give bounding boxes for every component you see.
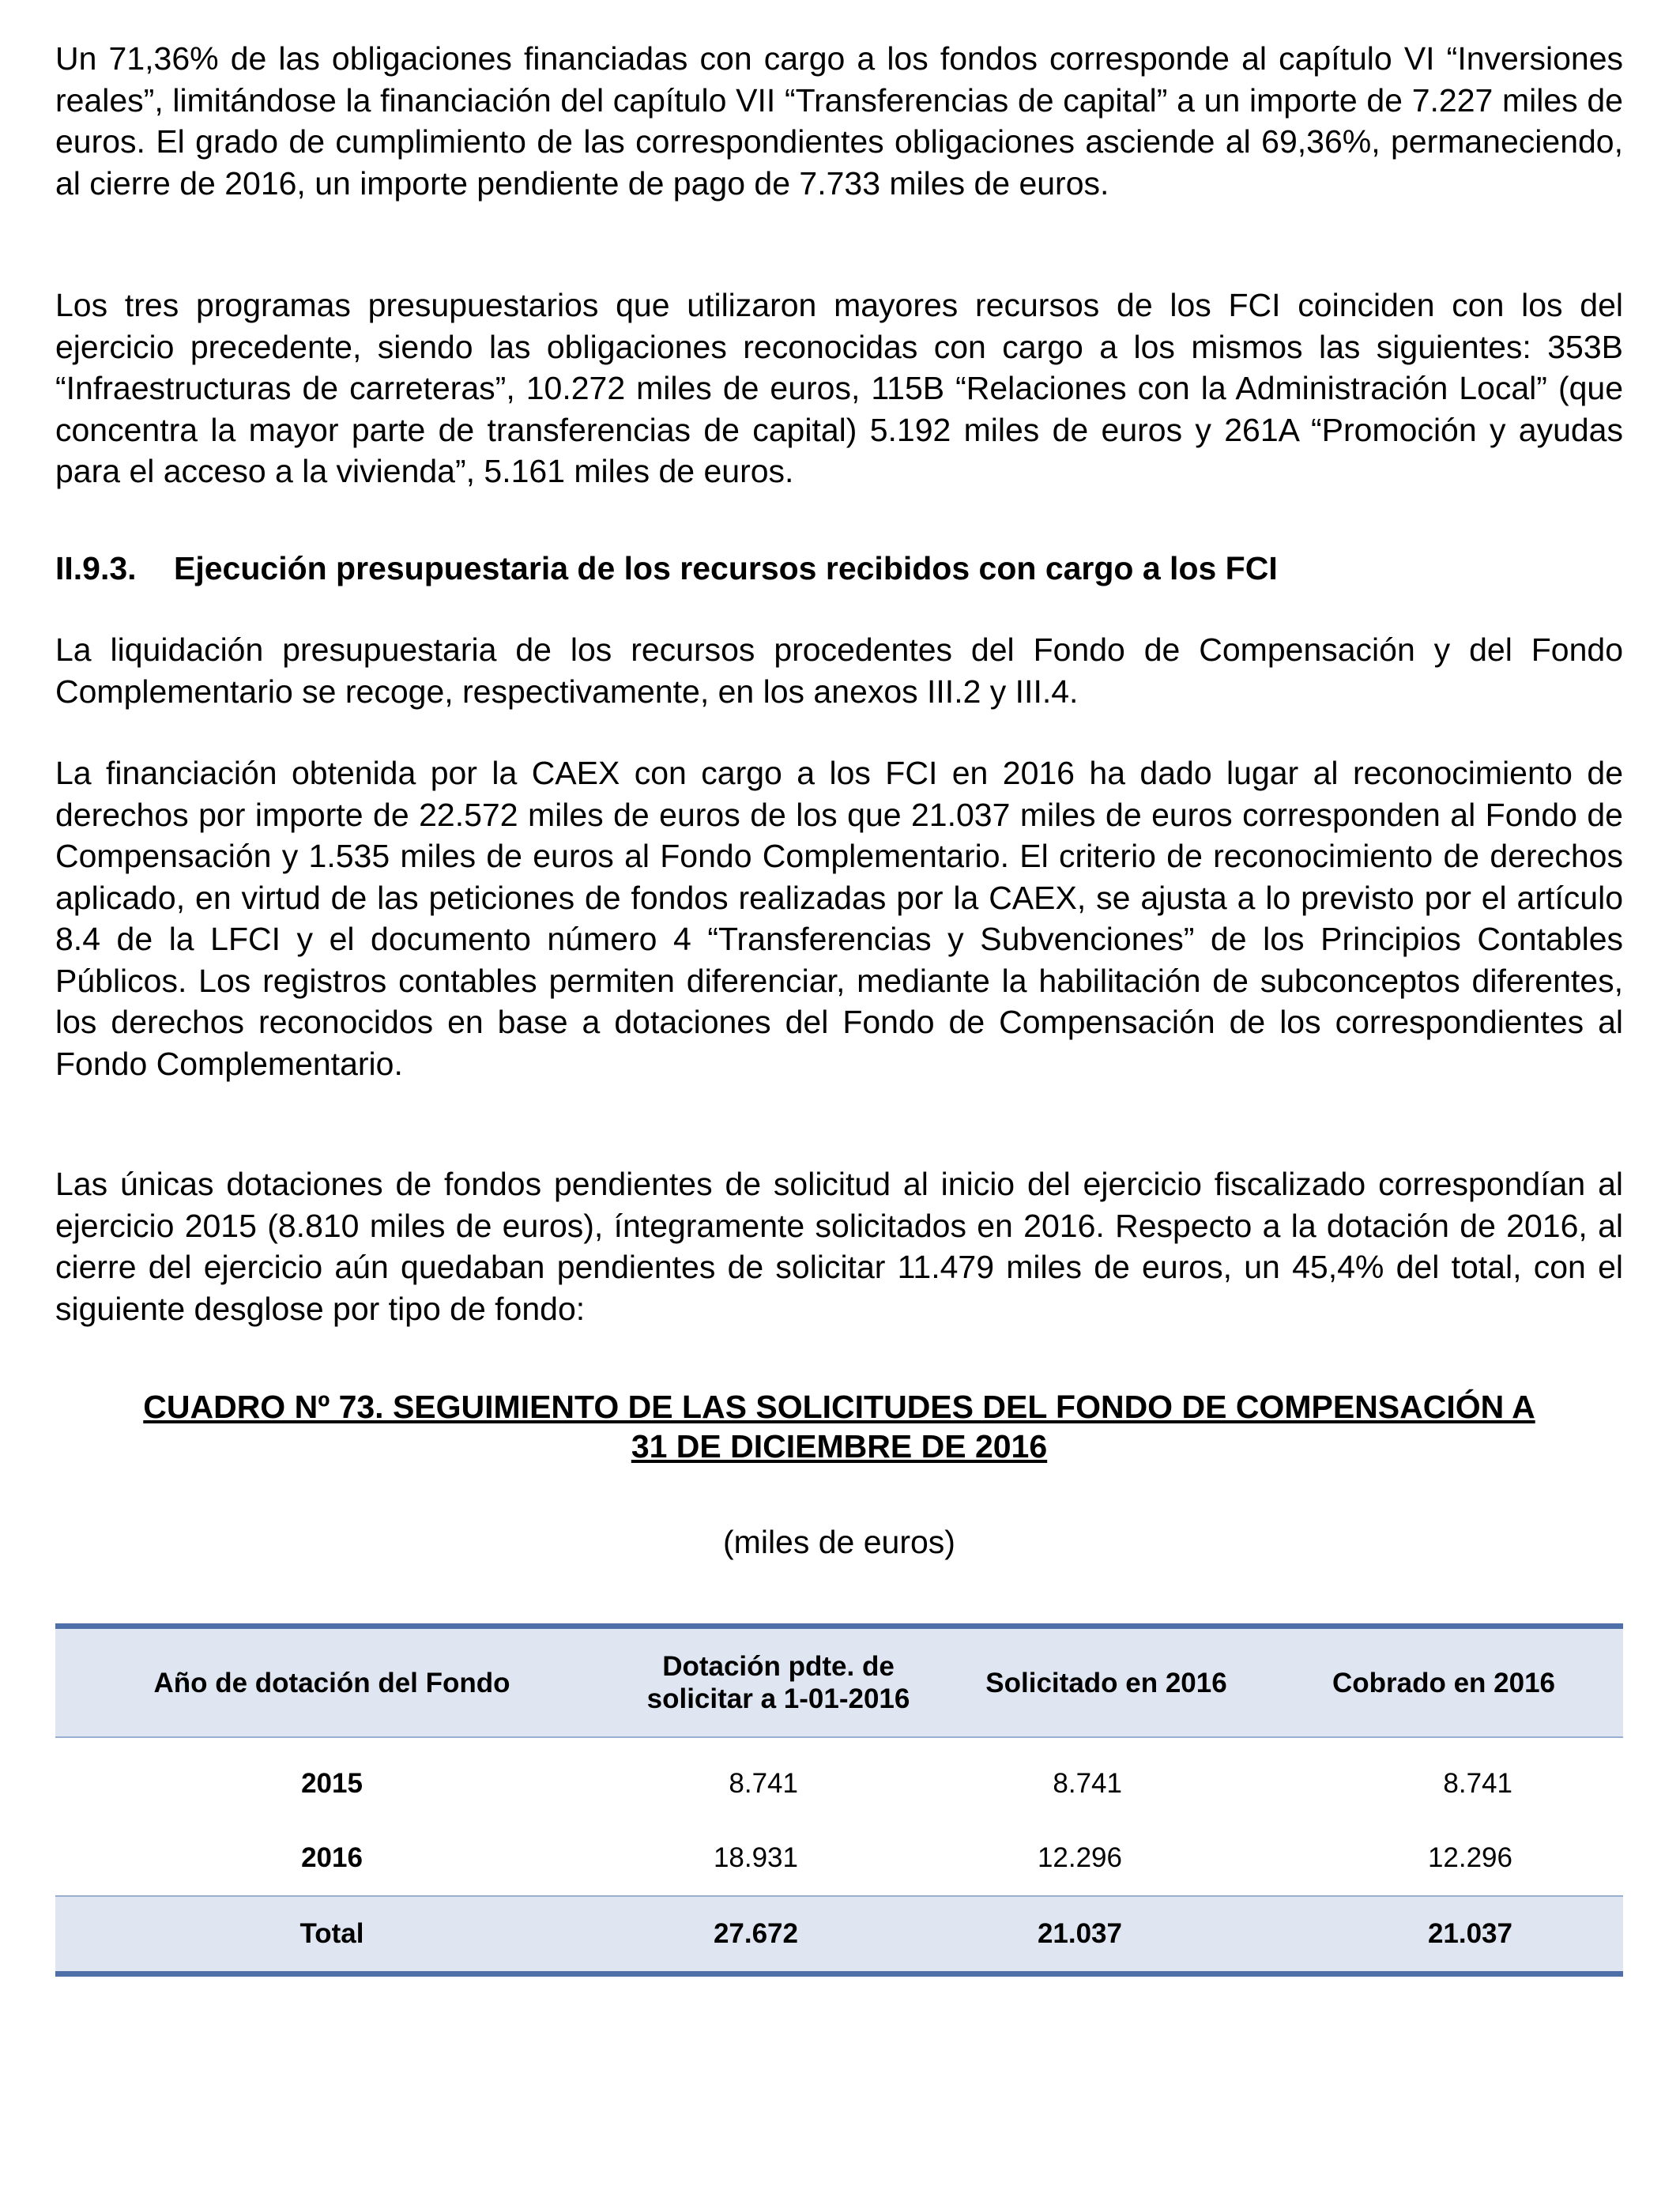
row-pending: 8.741 — [729, 1768, 798, 1799]
section-number: II.9.3. — [55, 550, 137, 586]
paragraph-liquidation: La liquidación presupuestaria de los recursos procedentes del Fondo de Compensación y del Fondo Complementario se recoge, respectivamente, en los anexos III.2 y III.4. — [55, 631, 1623, 710]
row-pending: 18.931 — [713, 1842, 798, 1873]
row-requested: 12.296 — [1037, 1842, 1122, 1873]
funds-requests-table — [55, 1623, 1623, 1977]
row-requested: 8.741 — [1053, 1768, 1122, 1799]
paragraph-programs: Los tres programas presupuestarios que utilizaron mayores recursos de los FCI coinciden con los del ejercicio precedente, siendo las obligaciones reconocidas con cargo a los mismos las siguientes: 353B “Infraestructuras de carreteras”, 10.272 miles de euros, 115B “Relaciones con la Administración Local” (que concentra la mayor parte de transferencias de capital) 5.192 miles de euros y 261A “Promoción y ayudas para el acceso a la vivienda”, 5.161 miles de euros. — [55, 287, 1623, 489]
total-requested: 21.037 — [1037, 1918, 1122, 1949]
row-year: 2015 — [301, 1768, 363, 1799]
header-pending — [608, 1627, 948, 1738]
table-title-line-1: CUADRO Nº 73. SEGUIMIENTO DE LAS SOLICITUDES DEL FONDO DE COMPENSACIÓN A — [143, 1389, 1535, 1425]
paragraph-obligations: Un 71,36% de las obligaciones financiadas con cargo a los fondos corresponde al capítulo VI “Inversiones reales”, limitándose la financiación del capítulo VII “Transferencias de capital” a un importe de 7.227 miles de euros. El grado de cumplimiento de las correspondientes obligaciones asciende al 69,36%, permaneciendo, al cierre de 2016, un importe pendiente de pago de 7.733 miles de euros. — [55, 40, 1623, 202]
paragraph-financing: La financiación obtenida por la CAEX con cargo a los FCI en 2016 ha dado lugar al reconocimiento de derechos por importe de 22.572 miles de euros de los que 21.037 miles de euros corresponden al Fondo de Compensación y 1.535 miles de euros al Fondo Complementario. El criterio de reconocimiento de derechos aplicado, en virtud de las peticiones de fondos realizadas por la CAEX, se ajusta a lo previsto por el artículo 8.4 de la LFCI y el documento número 4 “Transferencias y Subvenciones” de los Principios Contables Públicos. Los registros contables permiten diferenciar, mediante la habilitación de subconceptos diferentes, los derechos reconocidos en base a dotaciones del Fondo de Compensación de los correspondientes al Fondo Complementario. — [55, 755, 1623, 1082]
table-row — [55, 1821, 1623, 1896]
header-year: Año de dotación del Fondo — [55, 1627, 608, 1738]
total-pending: 27.672 — [713, 1918, 798, 1949]
header-collected: Cobrado en 2016 — [1264, 1627, 1623, 1738]
row-year: 2016 — [301, 1842, 363, 1873]
table-title-line-2: 31 DE DICIEMBRE DE 2016 — [631, 1428, 1048, 1465]
header-pending-line-1: Dotación pdte. de — [662, 1651, 895, 1682]
row-collected: 12.296 — [1427, 1842, 1512, 1873]
total-label: Total — [299, 1918, 364, 1949]
section-heading — [55, 550, 1278, 587]
table-unit: (miles de euros) — [723, 1524, 955, 1560]
table-row — [55, 1737, 1623, 1821]
row-collected: 8.741 — [1443, 1768, 1512, 1799]
paragraph-pending-allocations: Las únicas dotaciones de fondos pendientes de solicitud al inicio del ejercicio fiscalizado correspondían al ejercicio 2015 (8.810 miles de euros), íntegramente solicitados en 2016. Respecto a la dotación de 2016, al cierre del ejercicio aún quedaban pendientes de solicitar 11.479 miles de euros, un 45,4% del total, con el siguiente desglose por tipo de fondo: — [55, 1166, 1623, 1327]
header-pending-line-2: solicitar a 1-01-2016 — [646, 1683, 910, 1714]
total-collected: 21.037 — [1427, 1918, 1512, 1949]
table-title — [55, 1387, 1623, 1466]
table-header-row — [55, 1627, 1623, 1738]
table-total-row — [55, 1896, 1623, 1974]
section-title: Ejecución presupuestaria de los recursos recibidos con cargo a los FCI — [174, 550, 1278, 586]
header-requested: Solicitado en 2016 — [948, 1627, 1264, 1738]
